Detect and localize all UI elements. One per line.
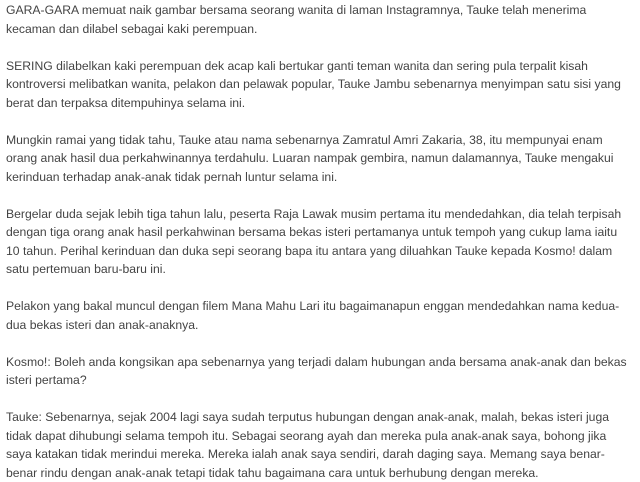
interview-question: Kosmo!: Boleh anda kongsikan apa sebenarnya yang terjadi dalam hubungan anda bersama anak-anak dan bekas isteri pertama? xyxy=(6,354,627,387)
article-paragraph: Bergelar duda sejak lebih tiga tahun lalu, peserta Raja Lawak musim pertama itu mendedahkan, dia telah terpisah dengan tiga orang anak hasil perkahwinan bersama bekas isteri pertamanya untuk tempoh yang cukup lama iaitu 10 tahun. Perihal kerinduan dan duka sepi seorang bapa itu antara yang diluahkan Tauke kepada Kosmo! dalam satu pertemuan baru-baru ini. xyxy=(6,206,622,276)
article-paragraph: Mungkin ramai yang tidak tahu, Tauke atau nama sebenarnya Zamratul Amri Zakaria, 38, itu mempunyai enam orang anak hasil dua perkahwinannya terdahulu. Luaran nampak gembira, namun dalamannya, Tauke mengakui kerinduan terhadap anak-anak tidak pernah luntur selama ini. xyxy=(6,132,614,184)
article-paragraph: Pelakon yang bakal muncul dengan filem Mana Mahu Lari itu bagaimanapun enggan mendedahkan nama kedua-dua bekas isteri dan anak-anaknya. xyxy=(6,299,620,332)
article-paragraph-intro: GARA-GARA memuat naik gambar bersama seorang wanita di laman Instagramnya, Tauke telah menerima kecaman dan dilabel sebagai kaki perempuan. xyxy=(6,3,587,36)
interview-answer: Tauke: Sebenarnya, sejak 2004 lagi saya sudah terputus hubungan dengan anak-anak, malah, bekas isteri juga tidak dapat dihubungi selama tempoh itu. Sebagai seorang ayah dan mereka pula anak-anak saya, bohong jika saya katakan tidak merindui mereka. Mereka ialah anak saya sendiri, darah daging saya. Memang saya benar-benar rindu dengan anak-anak tetapi tidak tahu bagaimana cara untuk berhubung dengan mereka. xyxy=(6,410,610,480)
article-paragraph-lead: SERING dilabelkan kaki perempuan dek acap kali bertukar ganti teman wanita dan sering pula terpalit kisah kontroversi melibatkan wanita, pelakon dan pelawak popular, Tauke Jambu sebenarnya menyimpan satu sisi yang berat dan terpaksa ditempuhinya selama ini. xyxy=(6,58,621,110)
